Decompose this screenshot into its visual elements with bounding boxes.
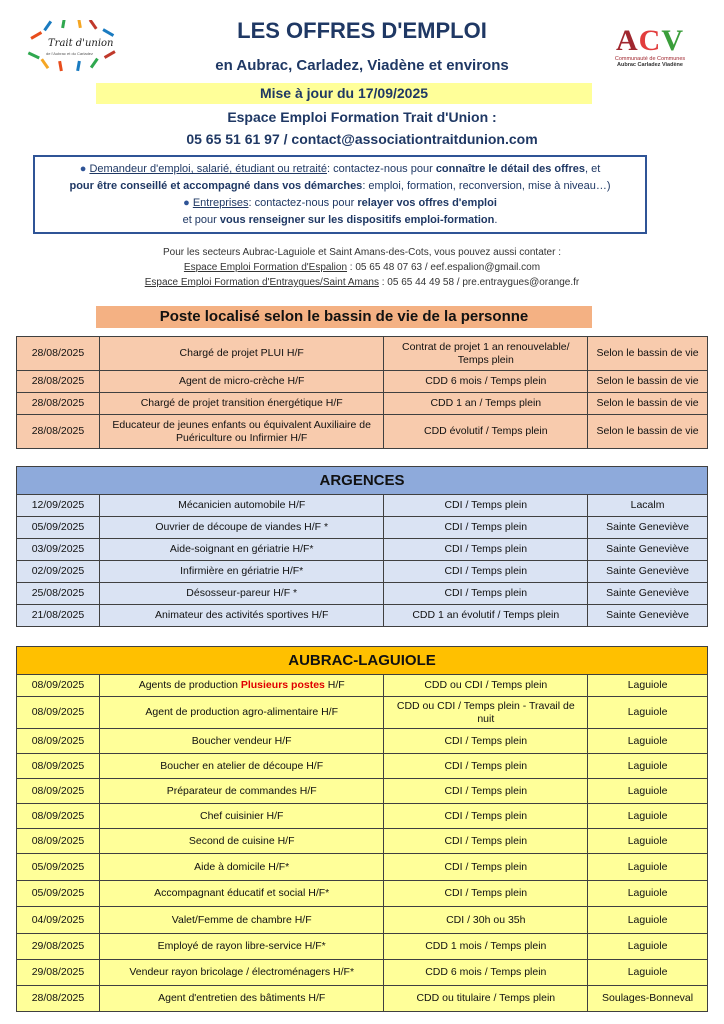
table-row [17, 907, 708, 934]
table-row [17, 779, 708, 804]
table-row [17, 605, 708, 627]
espace-emploi-heading: Espace Emploi Formation Trait d'Union : [227, 109, 497, 125]
table-row [17, 729, 708, 754]
row-location: Laguiole [588, 697, 708, 729]
page-subtitle: en Aubrac, Carladez, Viadène et environs [215, 57, 509, 74]
info-text: : contactez-nous pour [248, 197, 358, 209]
plusieurs-postes-label: Plusieurs postes [240, 679, 325, 691]
row-date: 25/08/2025 [17, 583, 100, 605]
row-job-title: Agent d'entretien des bâtiments H/F [99, 986, 384, 1012]
row-location: Laguiole [588, 779, 708, 804]
contact-line: 05 65 51 61 97 / contact@associationtraitdunion.com [186, 131, 538, 147]
row-location: Laguiole [588, 754, 708, 779]
table-row [17, 881, 708, 907]
table-row [17, 371, 708, 393]
row-contract: CDD 6 mois / Temps plein [384, 960, 588, 986]
row-job-title: Second de cuisine H/F [99, 829, 384, 854]
table-row [17, 934, 708, 960]
row-date: 08/09/2025 [17, 804, 100, 829]
aubrac-header-row [17, 647, 708, 675]
espalion-line [0, 260, 724, 275]
row-location: Laguiole [588, 804, 708, 829]
table-row [17, 829, 708, 854]
argences-table [16, 466, 708, 627]
acv-logo-word: ACV [615, 24, 684, 57]
row-job-title: Désosseur-pareur H/F * [99, 583, 384, 605]
row-date: 03/09/2025 [17, 539, 100, 561]
table-row [17, 960, 708, 986]
info-text: et pour [182, 214, 220, 226]
argences-header-row [17, 467, 708, 495]
table-row [17, 561, 708, 583]
row-contract: CDD 1 an / Temps plein [384, 393, 588, 415]
table-row [17, 517, 708, 539]
espalion-link[interactable]: Espace Emploi Formation d'Espalion [183, 262, 348, 273]
table-row [17, 697, 708, 729]
info-bold: connaître le détail des offres [435, 163, 585, 175]
argences-title: ARGENCES [17, 467, 708, 495]
row-location: Selon le bassin de vie [588, 371, 708, 393]
row-location: Laguiole [588, 854, 708, 881]
row-contract: Contrat de projet 1 an renouvelable/ Temps plein [384, 337, 588, 371]
info-bold: relayer vos offres d'emploi [357, 197, 497, 209]
row-contract: CDD 1 mois / Temps plein [384, 934, 588, 960]
row-contract: CDD 6 mois / Temps plein [384, 371, 588, 393]
row-date: 28/08/2025 [17, 371, 100, 393]
row-location: Laguiole [588, 934, 708, 960]
espalion-contact: : 05 65 48 07 63 / eef.espalion@gmail.com [347, 262, 541, 273]
row-date: 12/09/2025 [17, 495, 100, 517]
row-date: 29/08/2025 [17, 934, 100, 960]
entreprises-link[interactable]: Entreprises [192, 197, 249, 209]
job-title-text: H/F [324, 679, 345, 691]
row-contract: CDI / Temps plein [384, 779, 588, 804]
row-location: Laguiole [588, 907, 708, 934]
row-job-title: Aide à domicile H/F* [99, 854, 384, 881]
info-box [33, 155, 647, 234]
table-row [17, 854, 708, 881]
entraygues-link[interactable]: Espace Emploi Formation d'Entraygues/Saint Amans [144, 277, 379, 288]
row-contract: CDI / Temps plein [384, 539, 588, 561]
table-row [17, 754, 708, 779]
info-text: : contactez-nous pour [326, 163, 436, 175]
row-contract: CDD ou CDI / Temps plein - Travail de nuit [384, 697, 588, 729]
row-date: 05/09/2025 [17, 881, 100, 907]
acv-logo-subtitle-2: Aubrac Carladez Viadène [617, 62, 683, 68]
sectors-intro: Pour les secteurs Aubrac-Laguiole et Saint Amans-des-Cots, vous pouvez aussi contater : [163, 247, 561, 258]
table-row [17, 804, 708, 829]
row-contract: CDD évolutif / Temps plein [384, 415, 588, 449]
trait-union-logo-subtext: de l'Aubrac et du Carladez [46, 51, 94, 56]
row-location: Selon le bassin de vie [588, 415, 708, 449]
job-title-text: Agents de production [138, 679, 241, 691]
row-contract: CDI / Temps plein [384, 829, 588, 854]
info-line-1 [35, 161, 645, 178]
row-job-title: Animateur des activités sportives H/F [99, 605, 384, 627]
row-contract: CDD ou titulaire / Temps plein [384, 986, 588, 1012]
row-date: 08/09/2025 [17, 729, 100, 754]
row-date: 21/08/2025 [17, 605, 100, 627]
row-job-title: Chargé de projet PLUI H/F [99, 337, 384, 371]
row-date: 08/09/2025 [17, 829, 100, 854]
info-line-4 [35, 212, 645, 229]
row-job-title: Vendeur rayon bricolage / électroménagers H/F* [99, 960, 384, 986]
info-line-3 [35, 195, 645, 212]
row-location: Sainte Geneviève [588, 605, 708, 627]
table-row [17, 583, 708, 605]
aubrac-title: AUBRAC-LAGUIOLE [17, 647, 708, 675]
row-location: Laguiole [588, 881, 708, 907]
row-job-title: Aide-soignant en gériatrie H/F* [99, 539, 384, 561]
row-location: Laguiole [588, 675, 708, 697]
bullet-icon: ● [183, 197, 190, 209]
row-date: 28/08/2025 [17, 986, 100, 1012]
row-job-title: Employé de rayon libre-service H/F* [99, 934, 384, 960]
row-contract: CDI / Temps plein [384, 561, 588, 583]
row-date: 08/09/2025 [17, 675, 100, 697]
row-job-title: Ouvrier de découpe de viandes H/F * [99, 517, 384, 539]
row-location: Sainte Geneviève [588, 517, 708, 539]
row-contract: CDI / Temps plein [384, 495, 588, 517]
info-bold: vous renseigner sur les dispositifs emploi-formation [219, 214, 495, 226]
row-date: 29/08/2025 [17, 960, 100, 986]
row-job-title: Mécanicien automobile H/F [99, 495, 384, 517]
row-date: 05/09/2025 [17, 854, 100, 881]
info-text: . [494, 214, 498, 226]
page-title: LES OFFRES D'EMPLOI [237, 18, 487, 43]
aubrac-table [16, 646, 708, 1012]
table-row [17, 337, 708, 371]
row-date: 05/09/2025 [17, 517, 100, 539]
row-job-title: Agent de micro-crèche H/F [99, 371, 384, 393]
table-row [17, 393, 708, 415]
demandeur-link[interactable]: Demandeur d'emploi, salarié, étudiant ou retraité [89, 163, 327, 175]
row-job-title: Infirmière en gériatrie H/F* [99, 561, 384, 583]
row-contract: CDD 1 an évolutif / Temps plein [384, 605, 588, 627]
row-job-title: Boucher vendeur H/F [99, 729, 384, 754]
row-contract: CDI / Temps plein [384, 754, 588, 779]
row-job-title: Agent de production agro-alimentaire H/F [99, 697, 384, 729]
poste-section-title: Poste localisé selon le bassin de vie de la personne [96, 306, 592, 328]
table-row [17, 495, 708, 517]
row-job-title [99, 675, 384, 697]
row-contract: CDD ou CDI / Temps plein [384, 675, 588, 697]
row-location: Sainte Geneviève [588, 583, 708, 605]
row-location: Sainte Geneviève [588, 561, 708, 583]
table-row [17, 675, 708, 697]
row-job-title: Chef cuisinier H/F [99, 804, 384, 829]
row-contract: CDI / Temps plein [384, 583, 588, 605]
bullet-icon: ● [79, 163, 87, 175]
acv-logo-subtitle-1: Communauté de Communes [614, 56, 686, 62]
row-location: Laguiole [588, 829, 708, 854]
update-date-banner: Mise à jour du 17/09/2025 [96, 83, 592, 104]
row-contract: CDI / 30h ou 35h [384, 907, 588, 934]
row-location: Sainte Geneviève [588, 539, 708, 561]
row-job-title: Educateur de jeunes enfants ou équivalent Auxiliaire de Puériculture ou Infirmier H/F [99, 415, 384, 449]
entraygues-contact: : 05 65 44 49 58 / pre.entraygues@orange.fr [378, 277, 580, 288]
row-job-title: Chargé de projet transition énergétique H/F [99, 393, 384, 415]
row-contract: CDI / Temps plein [384, 804, 588, 829]
info-bold: pour être conseillé et accompagné dans vos démarches [69, 180, 363, 192]
row-date: 28/08/2025 [17, 393, 100, 415]
table-row [17, 539, 708, 561]
row-location: Laguiole [588, 729, 708, 754]
poste-table [16, 336, 708, 449]
row-contract: CDI / Temps plein [384, 517, 588, 539]
row-contract: CDI / Temps plein [384, 881, 588, 907]
info-text: : emploi, formation, reconversion, mise à niveau…) [362, 180, 611, 192]
row-location: Soulages-Bonneval [588, 986, 708, 1012]
row-job-title: Boucher en atelier de découpe H/F [99, 754, 384, 779]
table-row [17, 415, 708, 449]
row-contract: CDI / Temps plein [384, 729, 588, 754]
row-date: 08/09/2025 [17, 697, 100, 729]
row-location: Selon le bassin de vie [588, 337, 708, 371]
row-date: 02/09/2025 [17, 561, 100, 583]
row-date: 08/09/2025 [17, 779, 100, 804]
row-location: Selon le bassin de vie [588, 393, 708, 415]
row-contract: CDI / Temps plein [384, 854, 588, 881]
info-line-2 [35, 178, 645, 195]
sectors-info [0, 245, 724, 290]
row-job-title: Préparateur de commandes H/F [99, 779, 384, 804]
row-job-title: Valet/Femme de chambre H/F [99, 907, 384, 934]
row-date: 08/09/2025 [17, 754, 100, 779]
row-date: 28/08/2025 [17, 337, 100, 371]
entraygues-line [0, 275, 724, 290]
trait-union-logo-text: Trait d'union [48, 38, 114, 49]
row-date: 04/09/2025 [17, 907, 100, 934]
row-location: Laguiole [588, 960, 708, 986]
info-text: , et [584, 163, 601, 175]
row-location: Lacalm [588, 495, 708, 517]
row-date: 28/08/2025 [17, 415, 100, 449]
table-row [17, 986, 708, 1012]
row-job-title: Accompagnant éducatif et social H/F* [99, 881, 384, 907]
